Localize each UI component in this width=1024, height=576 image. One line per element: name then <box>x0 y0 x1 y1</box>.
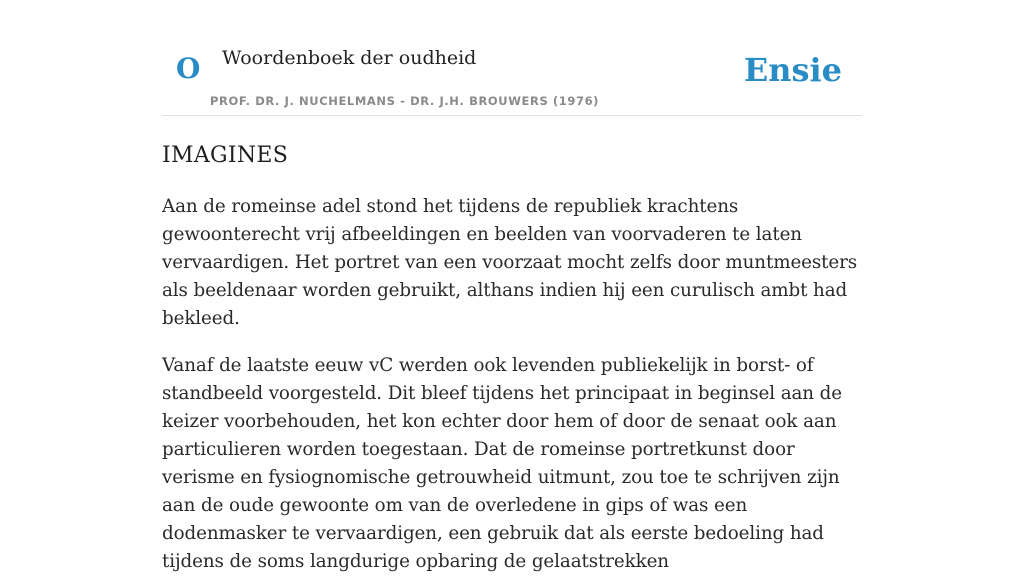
book-authors: PROF. DR. J. NUCHELMANS - DR. J.H. BROUWERS (1976) <box>210 94 600 108</box>
ensie-logo-link[interactable]: Ensie <box>743 51 842 89</box>
book-letter-icon[interactable]: O <box>176 52 201 85</box>
entry-title: IMAGINES <box>162 143 289 168</box>
book-title-link[interactable]: Woordenboek der oudheid <box>222 47 477 69</box>
page-header <box>162 0 862 116</box>
entry-paragraph-2: Vanaf de laatste eeuw vC werden ook levenden publiekelijk in borst- of standbeeld voorgesteld. Dit bleef tijdens het principaat in beginsel aan de keizer voorbehouden, het kon echter door hem of door de senaat ook aan particulieren worden toegestaan. Dat de romeinse portretkunst door verisme en fysiognomische getrouwheid uitmunt, zou toe te schrijven zijn aan de oude gewoonte om van de overledene in gips of was een dodenmasker te vervaardigen, een gebruik dat als eerste bedoeling had tijdens de soms langdurige opbaring de gelaatstrekken <box>162 355 842 572</box>
entry-paragraph-1: Aan de romeinse adel stond het tijdens de republiek krachtens gewoonterecht vrij afbeeldingen en beelden van voorvaderen te laten vervaardigen. Het portret van een voorzaat mocht zelfs door muntmeesters als beeldenaar worden gebruikt, althans indien hij een curulisch ambt had bekleed. <box>162 196 858 329</box>
page-content <box>162 0 862 576</box>
